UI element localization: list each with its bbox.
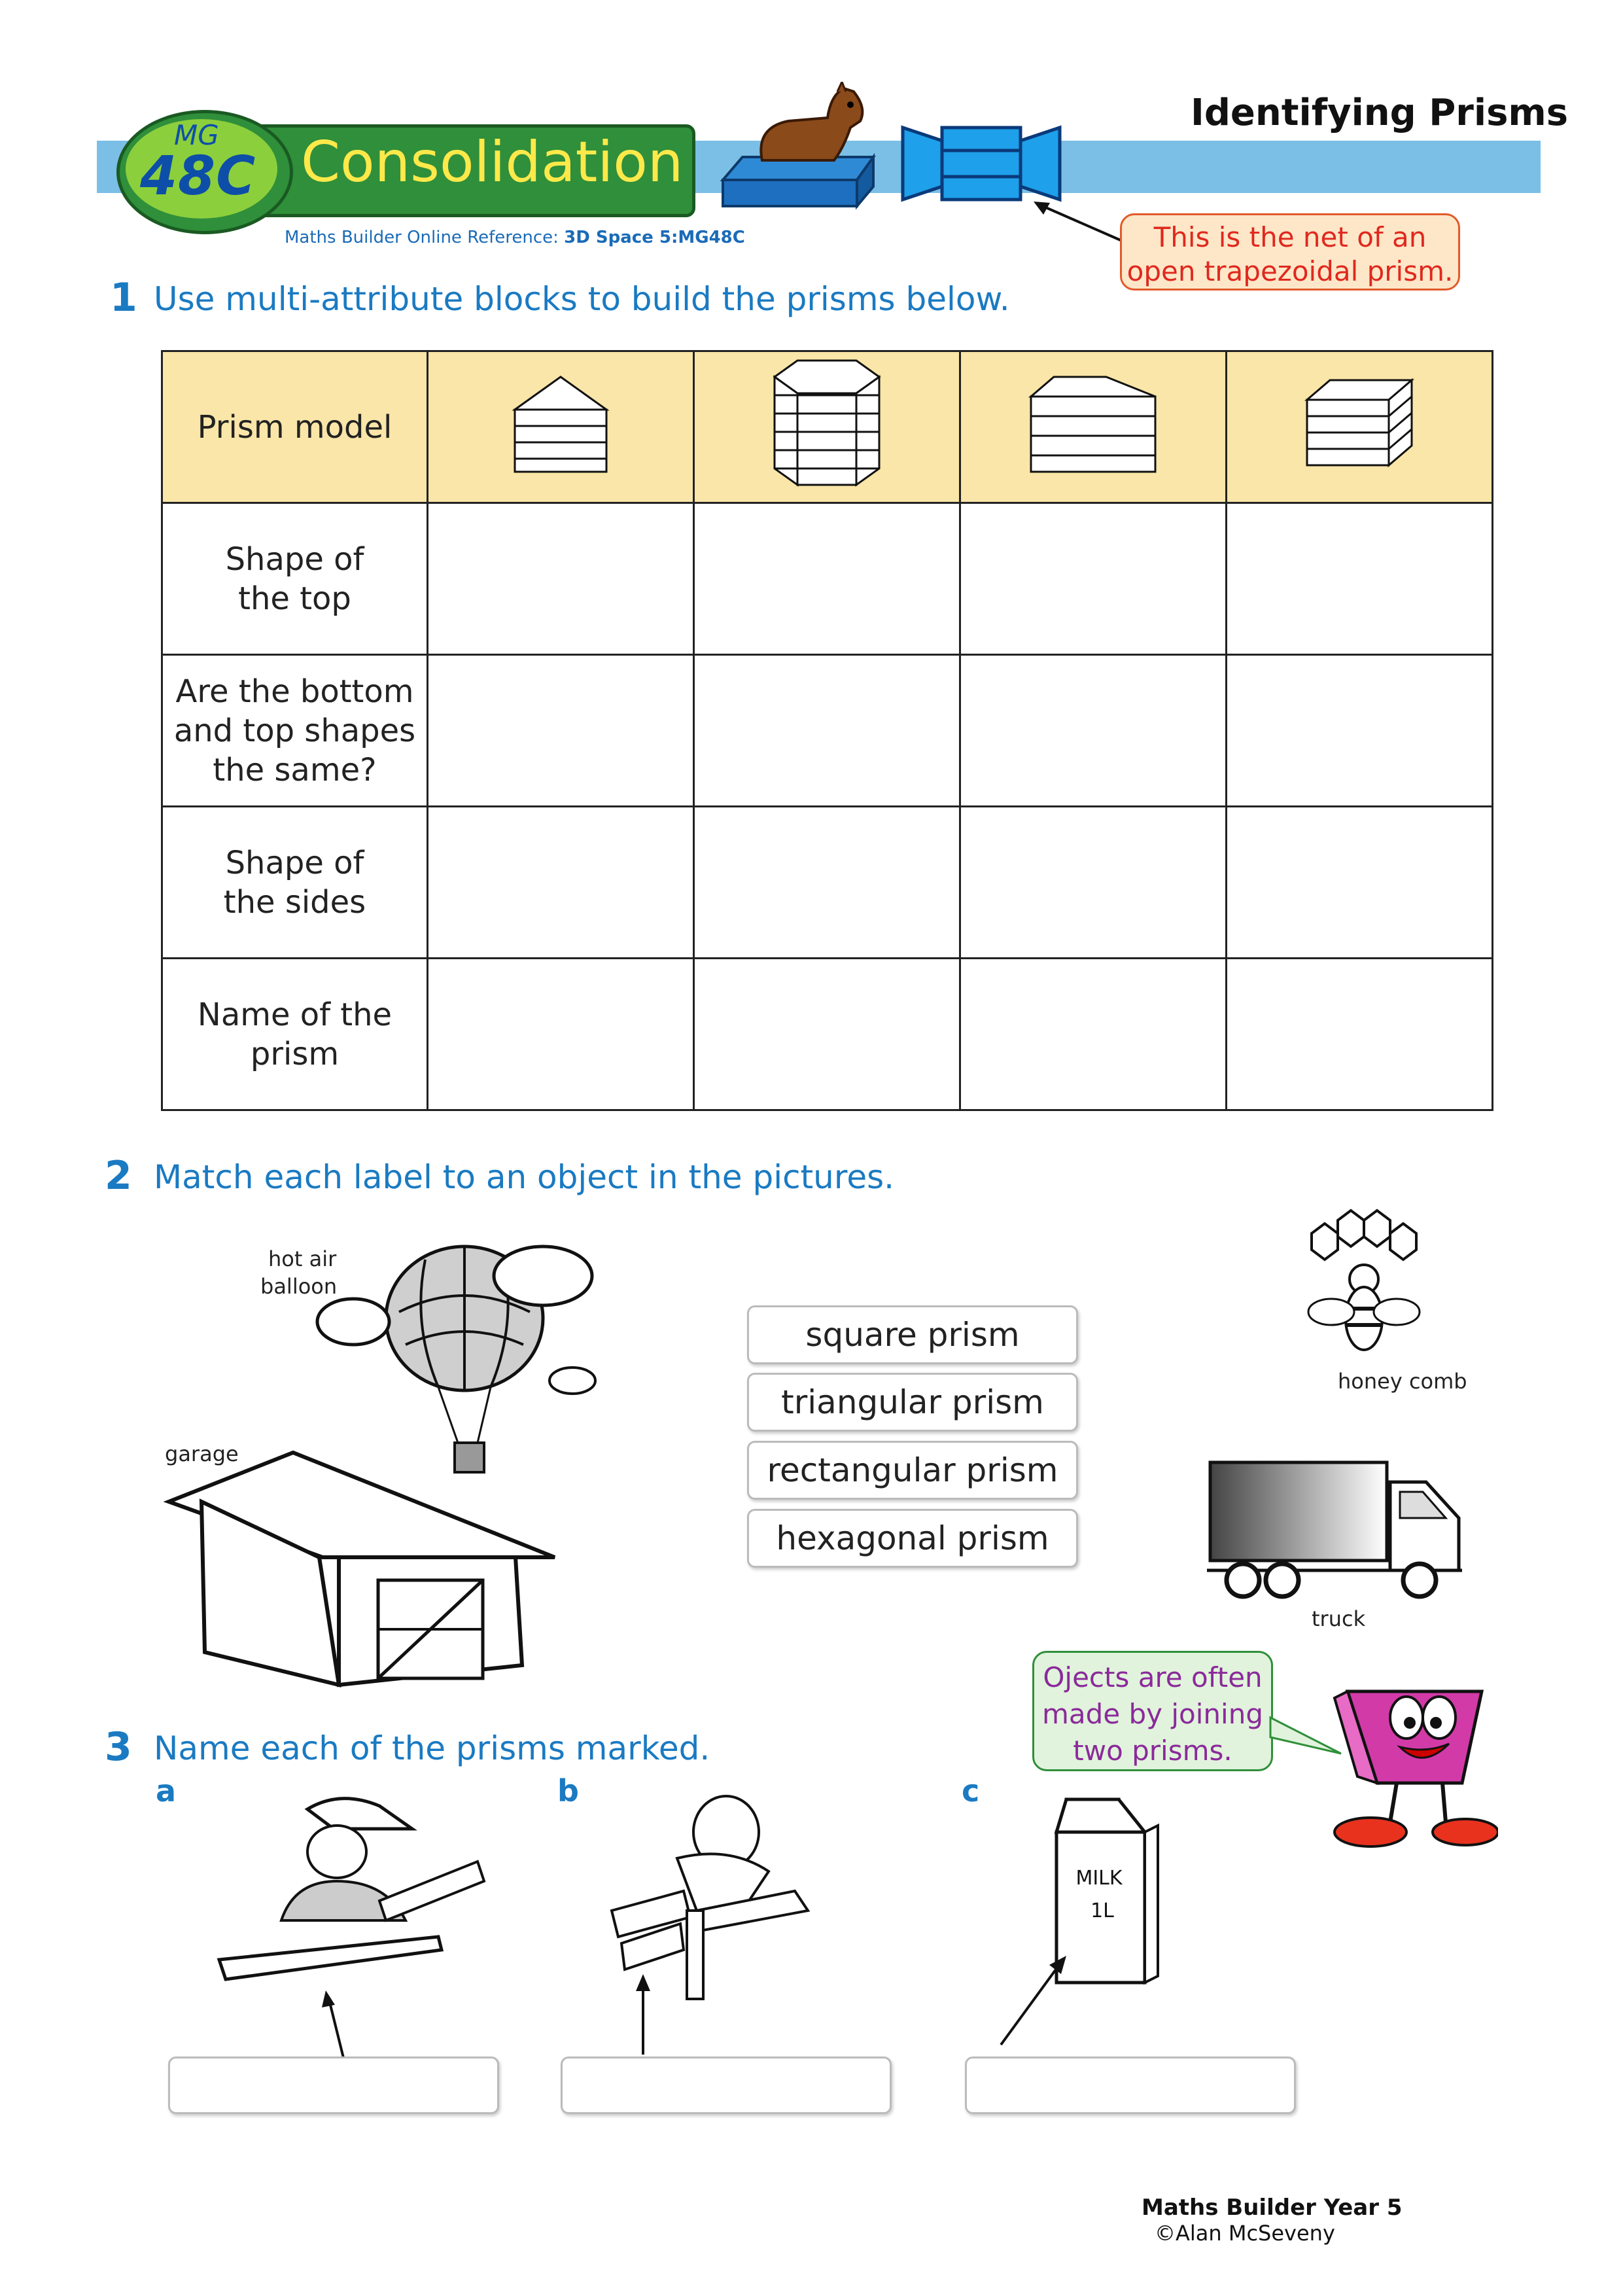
truck-picture bbox=[1204, 1456, 1465, 1600]
question-3-number: 3 bbox=[105, 1724, 132, 1770]
answer-cell[interactable] bbox=[960, 503, 1227, 655]
part-c-label: c bbox=[962, 1773, 980, 1809]
question-2-number: 2 bbox=[105, 1153, 132, 1199]
row-label-sides-line-2: the sides bbox=[223, 883, 366, 921]
caption-honeycomb: honey comb bbox=[1338, 1369, 1467, 1394]
row-label-name-line-2: prism bbox=[250, 1035, 340, 1072]
code-prefix: MG bbox=[174, 119, 219, 151]
speech-line-3: two prisms. bbox=[1073, 1735, 1232, 1767]
answer-cell[interactable] bbox=[694, 655, 960, 807]
horse-in-box-icon bbox=[716, 82, 880, 213]
question-1-text: Use multi-attribute blocks to build the prisms below. bbox=[154, 280, 1010, 318]
answer-cell[interactable] bbox=[1227, 807, 1493, 959]
prism-net-icon bbox=[899, 121, 1063, 206]
row-label-same-shapes bbox=[162, 655, 428, 807]
row-label-same-line-1: Are the bottom bbox=[175, 673, 414, 710]
answer-cell[interactable] bbox=[960, 655, 1227, 807]
answer-cell[interactable] bbox=[694, 503, 960, 655]
code-number: 48C bbox=[140, 145, 256, 207]
row-label-model bbox=[162, 351, 428, 503]
row-label-top-shape bbox=[162, 503, 428, 655]
section-title: Consolidation bbox=[301, 130, 684, 195]
carton-label-milk: MILK bbox=[1075, 1867, 1123, 1890]
answer-cell[interactable] bbox=[428, 807, 694, 959]
answer-cell[interactable] bbox=[428, 655, 694, 807]
answer-cell[interactable] bbox=[960, 807, 1227, 959]
speech-line-1: Ojects are often bbox=[1043, 1661, 1263, 1693]
callout-line-2: open trapezoidal prism. bbox=[1126, 255, 1454, 287]
row-label-model-text: Prism model bbox=[197, 408, 393, 446]
prism-table bbox=[161, 350, 1493, 1111]
caption-balloon-1: hot air bbox=[268, 1246, 337, 1271]
pointer-arrow-c bbox=[994, 1953, 1073, 2051]
signpost-picture bbox=[599, 1780, 814, 2002]
question-1-number: 1 bbox=[110, 275, 137, 321]
trapezoid-prism-icon bbox=[1028, 370, 1159, 475]
part-a-label: a bbox=[156, 1773, 177, 1809]
label-rectangular-prism[interactable]: rectangular prism bbox=[747, 1441, 1078, 1500]
online-reference bbox=[285, 228, 745, 247]
tip-speech-bubble bbox=[1032, 1651, 1273, 1771]
carpenter-picture bbox=[216, 1790, 491, 2005]
garage-picture bbox=[162, 1449, 568, 1698]
model-cell-2 bbox=[694, 351, 960, 503]
table-row-name bbox=[162, 959, 1493, 1110]
net-callout bbox=[1120, 213, 1460, 291]
row-label-sides-line-1: Shape of bbox=[225, 844, 364, 881]
label-square-prism[interactable]: square prism bbox=[747, 1305, 1078, 1364]
trapezoid-mascot-picture bbox=[1299, 1672, 1498, 1862]
caption-truck: truck bbox=[1312, 1606, 1366, 1631]
hexagonal-prism-icon bbox=[771, 357, 882, 488]
question-3-text: Name each of the prisms marked. bbox=[154, 1729, 710, 1767]
reference-prefix: Maths Builder Online Reference: bbox=[285, 228, 565, 247]
answer-cell[interactable] bbox=[960, 959, 1227, 1110]
answer-cell[interactable] bbox=[694, 959, 960, 1110]
callout-arrow bbox=[1030, 196, 1128, 249]
row-label-sides bbox=[162, 807, 428, 959]
honeycomb-picture bbox=[1299, 1207, 1423, 1364]
pointer-arrow-a bbox=[321, 1989, 353, 2061]
row-label-name-line-1: Name of the bbox=[197, 996, 393, 1033]
label-hexagonal-prism[interactable]: hexagonal prism bbox=[747, 1509, 1078, 1568]
model-cell-4 bbox=[1227, 351, 1493, 503]
caption-garage: garage bbox=[165, 1441, 239, 1466]
table-row-same-shapes bbox=[162, 655, 1493, 807]
caption-balloon-2: balloon bbox=[260, 1274, 338, 1299]
pointer-arrow-b bbox=[631, 1973, 657, 2058]
speech-line-2: made by joining bbox=[1042, 1698, 1263, 1730]
answer-cell[interactable] bbox=[1227, 959, 1493, 1110]
answer-box-c[interactable] bbox=[965, 2057, 1296, 2114]
callout-line-1: This is the net of an bbox=[1153, 221, 1427, 253]
row-label-same-line-3: the same? bbox=[213, 751, 377, 788]
table-row-model bbox=[162, 351, 1493, 503]
answer-cell[interactable] bbox=[1227, 655, 1493, 807]
rectangular-prism-icon bbox=[1304, 377, 1415, 468]
row-label-same-line-2: and top shapes bbox=[173, 712, 416, 749]
page-title: Identifying Prisms bbox=[1191, 92, 1569, 134]
answer-cell[interactable] bbox=[1227, 503, 1493, 655]
answer-cell[interactable] bbox=[428, 959, 694, 1110]
triangular-top-prism-icon bbox=[512, 370, 610, 475]
model-cell-3 bbox=[960, 351, 1227, 503]
row-label-top-line-1: Shape of bbox=[225, 540, 364, 578]
carton-label-volume: 1L bbox=[1091, 1899, 1114, 1922]
answer-box-a[interactable] bbox=[168, 2057, 499, 2114]
table-row-sides bbox=[162, 807, 1493, 959]
table-row-top-shape bbox=[162, 503, 1493, 655]
row-label-top-line-2: the top bbox=[238, 580, 351, 617]
answer-cell[interactable] bbox=[428, 503, 694, 655]
reference-code: 3D Space 5:MG48C bbox=[564, 228, 745, 247]
model-cell-1 bbox=[428, 351, 694, 503]
row-label-name bbox=[162, 959, 428, 1110]
answer-box-b[interactable] bbox=[561, 2057, 892, 2114]
footer-copyright: ©Alan McSeveny bbox=[1155, 2221, 1335, 2246]
footer-book-title: Maths Builder Year 5 bbox=[1142, 2195, 1403, 2221]
question-2-text: Match each label to an object in the pictures. bbox=[154, 1158, 895, 1196]
label-triangular-prism[interactable]: triangular prism bbox=[747, 1373, 1078, 1432]
answer-cell[interactable] bbox=[694, 807, 960, 959]
part-b-label: b bbox=[557, 1773, 579, 1809]
